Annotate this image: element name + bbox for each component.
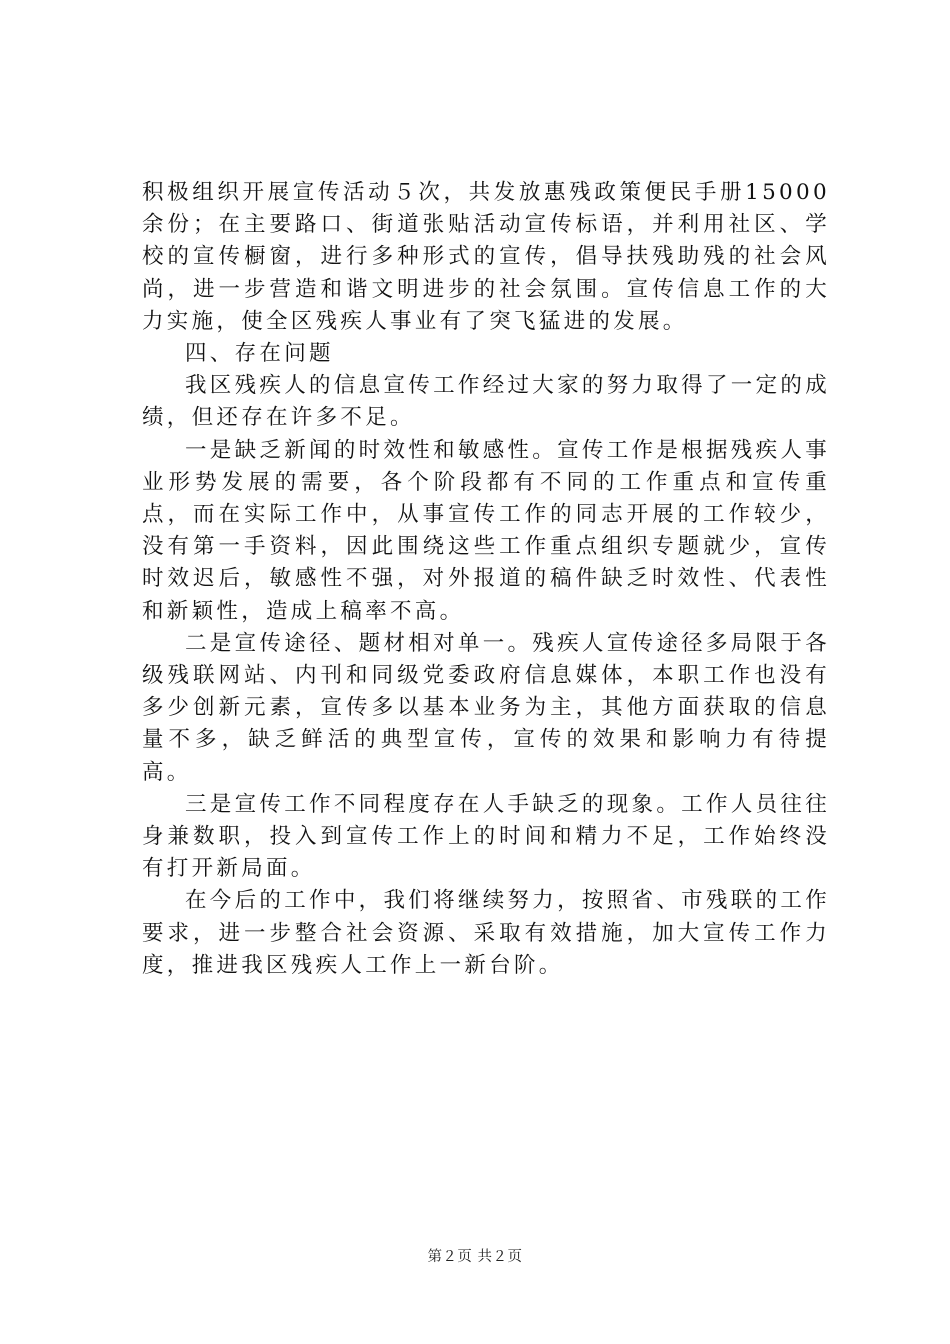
paragraph-problem-two: 二是宣传途径、题材相对单一。残疾人宣传途径多局限于各级残联网站、内刊和同级党委政府信息媒体，本职工作也没有多少创新元素，宣传多以基本业务为主，其他方面获取的信息量不多，缺乏鲜活的典型宣传，宣传的效果和影响力有待提高。	[142, 630, 830, 785]
document-body	[142, 177, 830, 982]
paragraph-problem-one: 一是缺乏新闻的时效性和敏感性。宣传工作是根据残疾人事业形势发展的需要，各个阶段都有不同的工作重点和宣传重点，而在实际工作中，从事宣传工作的同志开展的工作较少，没有第一手资料，因此围绕这些工作重点组织专题就少，宣传时效迟后，敏感性不强，对外报道的稿件缺乏时效性、代表性和新颖性，造成上稿率不高。	[142, 437, 830, 624]
section-heading-problems: 四、存在问题	[185, 341, 334, 367]
paragraph-summary: 我区残疾人的信息宣传工作经过大家的努力取得了一定的成绩，但还存在许多不足。	[142, 373, 830, 431]
paragraph-problem-three: 三是宣传工作不同程度存在人手缺乏的现象。工作人员往往身兼数职，投入到宣传工作上的时间和精力不足，工作始终没有打开新局面。	[142, 791, 830, 882]
paragraph-conclusion: 在今后的工作中，我们将继续努力，按照省、市残联的工作要求，进一步整合社会资源、采取有效措施，加大宣传工作力度，推进我区残疾人工作上一新台阶。	[142, 888, 830, 978]
paragraph-continuation: 积极组织开展宣传活动５次，共发放惠残政策便民手册15000余份；在主要路口、街道张贴活动宣传标语，并利用社区、学校的宣传橱窗，进行多种形式的宣传，倡导扶残助残的社会风尚，进一步营造和谐文明进步的社会氛围。宣传信息工作的大力实施，使全区残疾人事业有了突飞猛进的发展。	[142, 180, 830, 334]
page-number-footer: 第２页 共２页	[427, 1249, 523, 1265]
